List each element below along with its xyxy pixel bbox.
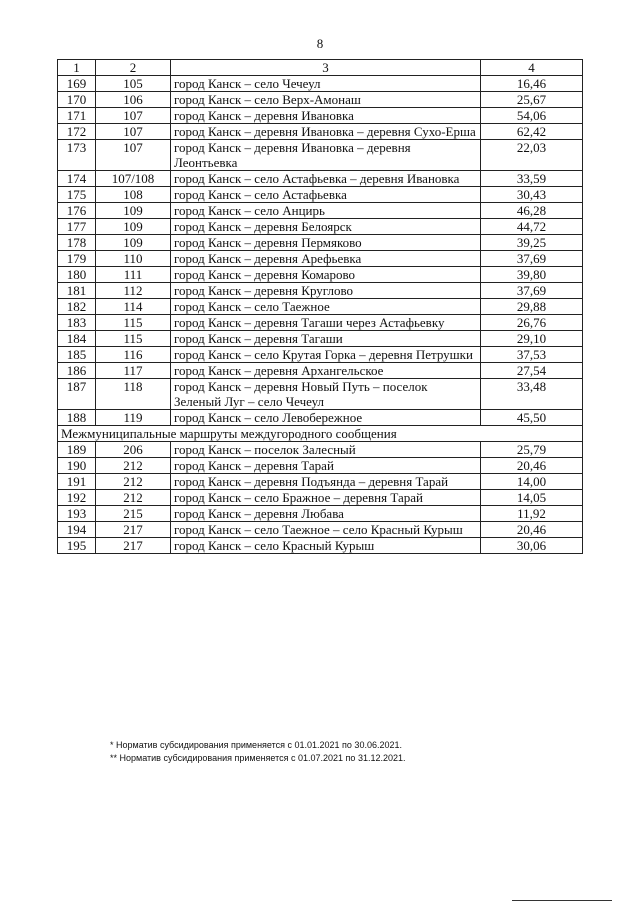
row-number: 186 xyxy=(58,363,96,379)
footnote-2: ** Норматив субсидирования применяется с 01.07.2021 по 31.12.2021. xyxy=(110,753,406,763)
route-number: 215 xyxy=(96,506,171,522)
page-number: 8 xyxy=(316,36,324,51)
subsidy-value: 62,42 xyxy=(481,124,583,140)
subsidy-value: 39,80 xyxy=(481,267,583,283)
table-row xyxy=(58,171,583,187)
route-number: 117 xyxy=(96,363,171,379)
subsidy-value: 29,88 xyxy=(481,299,583,315)
row-number: 172 xyxy=(58,124,96,140)
subsidy-value: 16,46 xyxy=(481,76,583,92)
row-number: 191 xyxy=(58,474,96,490)
subsidy-value: 37,53 xyxy=(481,347,583,363)
table-section xyxy=(58,426,583,442)
route-number: 109 xyxy=(96,203,171,219)
row-number: 177 xyxy=(58,219,96,235)
row-number: 180 xyxy=(58,267,96,283)
table-row xyxy=(58,108,583,124)
route-number: 115 xyxy=(96,331,171,347)
subsidy-value: 37,69 xyxy=(481,283,583,299)
subsidy-value: 45,50 xyxy=(481,410,583,426)
route-name: город Канск – деревня Тагаши через Астафьевку xyxy=(171,315,481,331)
table-header-row xyxy=(58,60,583,76)
route-name: город Канск – село Астафьевка xyxy=(171,187,481,203)
route-number: 118 xyxy=(96,379,171,410)
table-body-suburban xyxy=(58,76,583,426)
subsidy-value: 25,79 xyxy=(481,442,583,458)
table-row xyxy=(58,506,583,522)
subsidy-value: 30,43 xyxy=(481,187,583,203)
route-number: 206 xyxy=(96,442,171,458)
subsidy-value: 22,03 xyxy=(481,140,583,171)
row-number: 173 xyxy=(58,140,96,171)
row-number: 187 xyxy=(58,379,96,410)
subsidy-value: 46,28 xyxy=(481,203,583,219)
route-number: 217 xyxy=(96,538,171,554)
table-row xyxy=(58,363,583,379)
row-number: 181 xyxy=(58,283,96,299)
subsidy-value: 20,46 xyxy=(481,522,583,538)
route-number: 107 xyxy=(96,140,171,171)
table-row xyxy=(58,267,583,283)
route-name: город Канск – деревня Круглово xyxy=(171,283,481,299)
header-col-1: 1 xyxy=(58,60,96,76)
subsidy-value: 11,92 xyxy=(481,506,583,522)
route-name: город Канск – деревня Ивановка xyxy=(171,108,481,124)
table-row xyxy=(58,140,583,171)
route-name: город Канск – деревня Пермяково xyxy=(171,235,481,251)
row-number: 194 xyxy=(58,522,96,538)
table-row xyxy=(58,331,583,347)
route-name: город Канск – село Красный Курыш xyxy=(171,538,481,554)
row-number: 195 xyxy=(58,538,96,554)
footnote-1: * Норматив субсидирования применяется с 01.01.2021 по 30.06.2021. xyxy=(110,740,402,750)
row-number: 185 xyxy=(58,347,96,363)
subsidy-value: 14,05 xyxy=(481,490,583,506)
header-col-4: 4 xyxy=(481,60,583,76)
route-number: 107 xyxy=(96,124,171,140)
row-number: 188 xyxy=(58,410,96,426)
subsidy-value: 37,69 xyxy=(481,251,583,267)
table-row xyxy=(58,299,583,315)
route-name: город Канск – село Таежное xyxy=(171,299,481,315)
table-row xyxy=(58,410,583,426)
route-number: 107 xyxy=(96,108,171,124)
route-name: город Канск – деревня Комарово xyxy=(171,267,481,283)
route-number: 105 xyxy=(96,76,171,92)
route-name: город Канск – деревня Ивановка – деревня Леонтьевка xyxy=(171,140,481,171)
route-number: 112 xyxy=(96,283,171,299)
subsidy-value: 33,48 xyxy=(481,379,583,410)
subsidy-value: 29,10 xyxy=(481,331,583,347)
route-number: 109 xyxy=(96,235,171,251)
route-name: город Канск – село Верх-Амонаш xyxy=(171,92,481,108)
route-name: город Канск – поселок Залесный xyxy=(171,442,481,458)
route-name: город Канск – село Крутая Горка – деревня Петрушки xyxy=(171,347,481,363)
route-name: город Канск – деревня Любава xyxy=(171,506,481,522)
row-number: 182 xyxy=(58,299,96,315)
row-number: 170 xyxy=(58,92,96,108)
table-row xyxy=(58,251,583,267)
header-col-3: 3 xyxy=(171,60,481,76)
subsidy-value: 39,25 xyxy=(481,235,583,251)
route-number: 114 xyxy=(96,299,171,315)
route-number: 116 xyxy=(96,347,171,363)
route-name: город Канск – деревня Арефьевка xyxy=(171,251,481,267)
row-number: 183 xyxy=(58,315,96,331)
row-number: 193 xyxy=(58,506,96,522)
route-name: город Канск – село Чечеул xyxy=(171,76,481,92)
table-row xyxy=(58,538,583,554)
route-number: 110 xyxy=(96,251,171,267)
route-number: 109 xyxy=(96,219,171,235)
route-name: город Канск – деревня Белоярск xyxy=(171,219,481,235)
table-row xyxy=(58,442,583,458)
route-name: город Канск – деревня Новый Путь – поселок Зеленый Луг – село Чечеул xyxy=(171,379,481,410)
subsidy-value: 33,59 xyxy=(481,171,583,187)
route-number: 119 xyxy=(96,410,171,426)
row-number: 175 xyxy=(58,187,96,203)
route-number: 107/108 xyxy=(96,171,171,187)
table-row xyxy=(58,124,583,140)
route-name: город Канск – село Бражное – деревня Тарай xyxy=(171,490,481,506)
row-number: 176 xyxy=(58,203,96,219)
row-number: 184 xyxy=(58,331,96,347)
subsidy-value: 20,46 xyxy=(481,458,583,474)
table-row xyxy=(58,235,583,251)
route-name: город Канск – деревня Архангельское xyxy=(171,363,481,379)
table-row xyxy=(58,187,583,203)
subsidy-value: 25,67 xyxy=(481,92,583,108)
row-number: 178 xyxy=(58,235,96,251)
subsidy-value: 54,06 xyxy=(481,108,583,124)
row-number: 174 xyxy=(58,171,96,187)
subsidy-value: 44,72 xyxy=(481,219,583,235)
row-number: 171 xyxy=(58,108,96,124)
bottom-divider xyxy=(512,900,612,901)
subsidy-value: 26,76 xyxy=(481,315,583,331)
table-row xyxy=(58,347,583,363)
row-number: 192 xyxy=(58,490,96,506)
row-number: 179 xyxy=(58,251,96,267)
route-name: город Канск – село Анцирь xyxy=(171,203,481,219)
subsidy-value: 14,00 xyxy=(481,474,583,490)
route-name: город Канск – село Таежное – село Красный Курыш xyxy=(171,522,481,538)
table-row xyxy=(58,490,583,506)
routes-table xyxy=(57,59,583,554)
subsidy-value: 27,54 xyxy=(481,363,583,379)
row-number: 189 xyxy=(58,442,96,458)
route-name: город Канск – село Левобережное xyxy=(171,410,481,426)
route-number: 108 xyxy=(96,187,171,203)
footnotes xyxy=(110,739,405,765)
table-row xyxy=(58,203,583,219)
route-number: 111 xyxy=(96,267,171,283)
section-title: Межмуниципальные маршруты междугородного сообщения xyxy=(58,426,583,442)
table-row xyxy=(58,458,583,474)
route-number: 212 xyxy=(96,458,171,474)
route-name: город Канск – село Астафьевка – деревня Ивановка xyxy=(171,171,481,187)
row-number: 169 xyxy=(58,76,96,92)
table-row xyxy=(58,92,583,108)
table-row xyxy=(58,283,583,299)
subsidy-value: 30,06 xyxy=(481,538,583,554)
table-row xyxy=(58,219,583,235)
section-row xyxy=(58,426,583,442)
route-name: город Канск – деревня Подъянда – деревня Тарай xyxy=(171,474,481,490)
route-name: город Канск – деревня Тарай xyxy=(171,458,481,474)
table-row xyxy=(58,76,583,92)
route-number: 106 xyxy=(96,92,171,108)
table-row xyxy=(58,522,583,538)
table-row xyxy=(58,474,583,490)
route-name: город Канск – деревня Ивановка – деревня Сухо-Ерша xyxy=(171,124,481,140)
header-col-2: 2 xyxy=(96,60,171,76)
route-number: 212 xyxy=(96,474,171,490)
table-row xyxy=(58,379,583,410)
row-number: 190 xyxy=(58,458,96,474)
table-row xyxy=(58,315,583,331)
route-number: 212 xyxy=(96,490,171,506)
route-name: город Канск – деревня Тагаши xyxy=(171,331,481,347)
route-number: 115 xyxy=(96,315,171,331)
route-number: 217 xyxy=(96,522,171,538)
table-body-intercity xyxy=(58,442,583,554)
